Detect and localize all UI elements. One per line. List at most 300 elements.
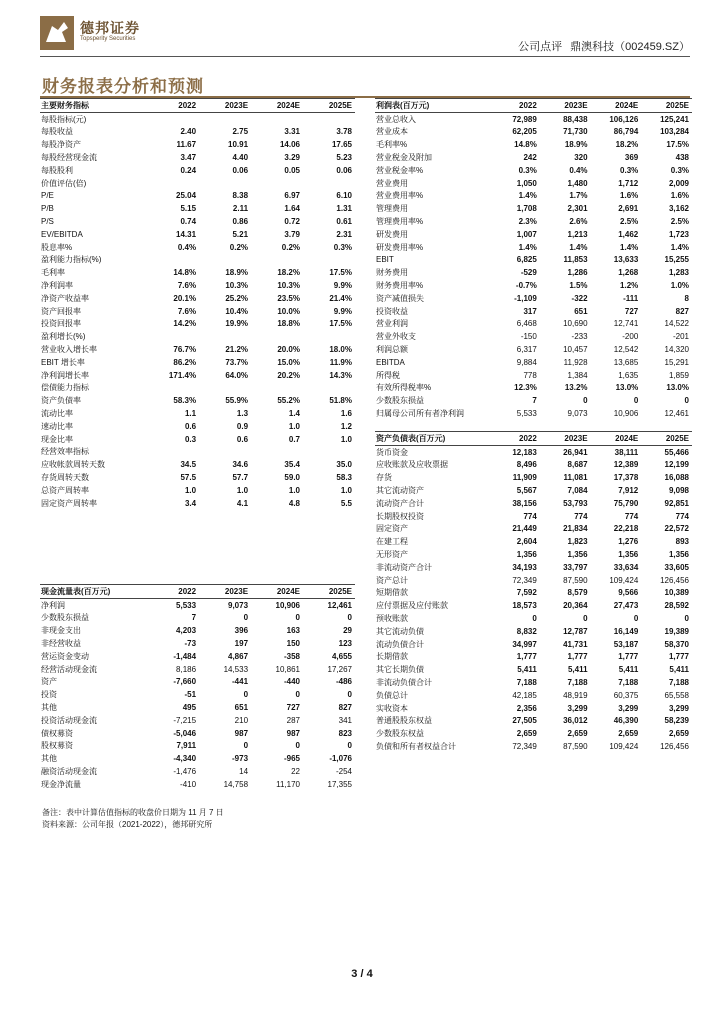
cell-value: 778 [523, 370, 537, 380]
row-label: 净利润增长率 [41, 370, 89, 380]
cell-value: 10.0% [277, 306, 300, 316]
table-row [375, 459, 692, 472]
table-row [375, 638, 692, 651]
cell-value: 0.7 [288, 434, 300, 444]
cell-value: 21,449 [512, 524, 537, 534]
note-valuation-date: 备注：表中计算估值指标的收盘价日期为 11 月 7 日 [42, 808, 224, 817]
table-row [40, 138, 355, 151]
row-label: 长期股权投资 [376, 511, 424, 521]
cell-value: 14.8% [173, 268, 197, 278]
cell-value: 0 [633, 396, 639, 406]
cell-value: 4.40 [232, 153, 249, 163]
cell-value: 34.6 [232, 460, 249, 470]
year-header: 2024E [591, 432, 642, 446]
cell-value: 59.0 [284, 473, 300, 482]
cell-value: 5,411 [669, 665, 689, 675]
cell-value: 4.1 [236, 498, 249, 508]
cell-value: 10,861 [275, 664, 300, 674]
cell-value: 1.0 [184, 485, 197, 495]
cell-value: 1,723 [668, 229, 689, 239]
cell-value: 14.3% [329, 370, 352, 380]
cell-value: 16,088 [664, 473, 689, 483]
row-label: 毛利率 [41, 268, 65, 278]
cell-value: 2.40 [180, 127, 197, 137]
cell-value: 1,384 [567, 370, 588, 380]
cell-value: -1,484 [173, 651, 197, 661]
cell-value: 0.6 [236, 434, 249, 444]
row-label: 营业费用率% [376, 191, 424, 201]
cell-value: 87,590 [563, 575, 588, 585]
cell-value: 6.10 [336, 191, 352, 201]
row-label: P/S [41, 217, 54, 227]
row-label: 管理费用率% [376, 217, 424, 227]
cell-value: 125,241 [660, 114, 689, 124]
cell-value: 0 [684, 396, 689, 406]
table-row [375, 587, 692, 600]
row-label: 固定资产周转率 [41, 498, 97, 508]
cell-value: 11,170 [276, 779, 300, 789]
table-row [40, 650, 355, 663]
cell-value: -0.7% [515, 281, 537, 291]
cell-value: 0.3% [333, 242, 352, 252]
cell-value: 14,320 [664, 345, 689, 355]
cell-value: 72,989 [512, 114, 537, 124]
cell-value: 0.2% [281, 242, 300, 252]
table-row [40, 369, 355, 382]
table-row [375, 266, 692, 279]
cell-value: 150 [286, 639, 300, 649]
row-label: 营业外收支 [376, 332, 416, 342]
cell-value: 34.5 [180, 460, 197, 470]
cell-value: 58.3 [336, 473, 352, 482]
cell-value: 36,012 [563, 716, 588, 726]
cell-value: 87,590 [563, 742, 588, 752]
cell-value: 1,777 [567, 652, 588, 662]
row-label: 经营活动现金流 [41, 664, 97, 674]
cell-value: 1.4% [518, 191, 537, 201]
table-row [375, 369, 692, 382]
row-label: 其它流动资产 [376, 486, 424, 496]
cell-value: 0.4% [177, 242, 197, 252]
row-label: 现金比率 [41, 434, 73, 444]
table-row [40, 484, 355, 497]
row-label: 营业税金率% [376, 165, 424, 175]
row-label: 非流动资产合计 [376, 562, 432, 572]
cell-value: 55.2% [277, 396, 300, 406]
cell-value: 0.24 [180, 165, 197, 175]
cell-value: 11.9% [329, 357, 352, 367]
row-label: 实收资本 [376, 703, 408, 713]
row-label: 融资活动现金流 [41, 767, 97, 777]
row-label: 净利润 [41, 600, 65, 610]
cell-value: 3.79 [284, 229, 300, 239]
row-label: 每股收益 [41, 127, 73, 137]
brand-logo-icon [40, 16, 74, 50]
table-row [375, 727, 692, 740]
table-header-row [40, 99, 355, 113]
cell-value: 12,461 [664, 409, 689, 419]
cell-value: 4.8 [288, 498, 300, 508]
row-label: 每股净资产 [41, 140, 81, 150]
cell-value: 7,188 [516, 678, 537, 688]
row-label: 盈利增长(%) [41, 332, 86, 342]
row-label: 债权募资 [41, 728, 73, 738]
cell-value: 2,356 [516, 703, 537, 713]
table-title: 利润表(百万元) [375, 99, 489, 113]
table-row [375, 164, 692, 177]
cell-value: 19.9% [225, 319, 249, 329]
cell-value: 1.6% [620, 191, 639, 201]
cell-value: 20.2% [277, 370, 300, 380]
cell-value: 55.9% [225, 396, 249, 406]
cell-value: 106,126 [609, 114, 639, 124]
cell-value: 7,188 [668, 678, 689, 688]
row-label: 非现金支出 [41, 626, 81, 636]
row-label: 应付票据及应付账款 [376, 601, 448, 611]
section-title: 财务报表分析和预测 [42, 77, 204, 96]
table-row [40, 343, 355, 356]
table-row [375, 330, 692, 343]
balance-sheet-table [375, 431, 692, 753]
table-row [40, 624, 355, 637]
cell-value: 7.6% [177, 281, 197, 291]
cell-value: -440 [283, 677, 300, 687]
row-label: 存货周转天数 [41, 473, 89, 482]
cell-value: 14,522 [664, 319, 689, 329]
cell-value: -254 [335, 767, 352, 777]
cell-value: -1,476 [173, 767, 197, 777]
cell-value: 1,268 [618, 268, 639, 278]
row-label: 毛利率% [376, 140, 408, 150]
cell-value: 727 [286, 703, 300, 713]
cell-value: -201 [672, 332, 689, 342]
row-label: 其它长期负债 [376, 665, 424, 675]
cell-value: 1,823 [567, 537, 588, 547]
cell-value: -973 [232, 754, 249, 764]
cell-value: 8,496 [516, 460, 537, 470]
table-row [375, 612, 692, 625]
cell-value: 12,542 [613, 345, 639, 355]
row-label: 普通股股东权益 [376, 716, 432, 726]
table-row [40, 330, 355, 343]
table-row [375, 689, 692, 702]
table-row [375, 651, 692, 664]
cell-value: 6,468 [516, 319, 537, 329]
footer-notes [42, 807, 224, 831]
cell-value: 1.0% [670, 281, 689, 291]
year-header: 2025E [303, 99, 355, 113]
cell-value: 11,853 [563, 255, 588, 265]
cell-value: 17.5% [666, 140, 689, 150]
cell-value: 48,919 [563, 690, 588, 700]
row-label: 非流动负债合计 [376, 678, 432, 688]
row-label: 净资产收益率 [41, 293, 89, 303]
cell-value [251, 112, 303, 125]
cell-value: 0.3% [670, 165, 689, 175]
cell-value: 438 [675, 153, 689, 163]
cell-value [199, 112, 251, 125]
cell-value: 14,758 [223, 779, 249, 789]
cell-value: 1.0 [340, 485, 352, 495]
cell-value: 4,655 [331, 651, 352, 661]
cell-value: 5,533 [516, 409, 537, 419]
cell-value: -150 [520, 332, 537, 342]
cell-value: 88,438 [563, 114, 588, 124]
cell-value: 5,533 [176, 600, 197, 610]
table-row [40, 241, 355, 254]
cell-value: 1.7% [569, 191, 588, 201]
cell-value: -1,109 [514, 293, 537, 303]
cell-value: 1,283 [668, 268, 689, 278]
cell-value: 8.38 [232, 191, 249, 201]
cell-value [251, 177, 303, 190]
row-label: 研发费用率% [376, 242, 424, 252]
cell-value: 126,456 [660, 742, 689, 752]
table-row [40, 112, 355, 125]
cell-value: 1.64 [284, 204, 300, 214]
cell-value: 103,284 [660, 127, 689, 137]
cell-value: 0 [347, 741, 352, 751]
table-row [40, 740, 355, 753]
row-label: 财务费用 [376, 268, 408, 278]
row-label: 负债和所有者权益合计 [376, 742, 456, 752]
cell-value: 651 [574, 306, 588, 316]
cell-value: 2,691 [618, 204, 639, 214]
cell-value: 7,188 [618, 678, 639, 688]
cell-value: 0 [583, 614, 588, 624]
row-label: 速动比率 [41, 421, 73, 431]
cell-value [199, 254, 251, 267]
table-row [40, 727, 355, 740]
table-row [375, 523, 692, 536]
table-row [40, 266, 355, 279]
cell-value: 0.4% [569, 165, 588, 175]
row-label: 利润总额 [376, 345, 408, 355]
cell-value: 3.47 [180, 153, 197, 163]
cell-value: 1.6 [340, 409, 352, 419]
cell-value: 1,276 [618, 537, 639, 547]
row-label: 少数股东权益 [376, 729, 424, 739]
cell-value: 14,533 [223, 664, 249, 674]
cell-value: 774 [523, 511, 537, 521]
cell-value: -7,215 [173, 715, 197, 725]
cell-value: 126,456 [660, 575, 689, 585]
cell-value: 651 [234, 703, 249, 713]
cell-value: 1.1 [184, 409, 197, 419]
cell-value: 7,592 [516, 588, 537, 598]
cell-value: 11.67 [176, 140, 197, 150]
cell-value: 5,411 [517, 665, 537, 675]
year-header: 2022 [147, 585, 199, 599]
note-source: 资料来源：公司年报（2021-2022），德邦研究所 [42, 820, 213, 829]
page-header [40, 12, 690, 56]
cell-value: 60,375 [613, 690, 639, 700]
year-header: 2025E [303, 585, 355, 599]
cell-value: 987 [234, 728, 249, 738]
table-row [40, 676, 355, 689]
cell-value: 23.5% [277, 293, 300, 303]
cell-value: 3.31 [284, 127, 300, 137]
table-row [40, 177, 355, 190]
cell-value [147, 254, 199, 267]
cell-value: 18,573 [512, 601, 537, 611]
cell-value: 287 [286, 715, 300, 725]
cell-value: 51.8% [329, 396, 352, 406]
row-label: 投资收益 [376, 306, 408, 316]
cell-value: 7,912 [618, 486, 639, 496]
cell-value: 1,286 [567, 268, 588, 278]
cell-value: 1,777 [516, 652, 537, 662]
cell-value: 1,356 [567, 550, 588, 560]
row-label: 其它流动负债 [376, 626, 424, 636]
table-row [375, 471, 692, 484]
cell-value: 0 [347, 690, 352, 700]
cell-value: 62,205 [512, 127, 537, 137]
cell-value: 9,098 [668, 486, 689, 496]
cell-value [303, 112, 355, 125]
cell-value: 57.5 [180, 473, 197, 482]
table-row [375, 190, 692, 203]
cell-value: -410 [180, 779, 197, 789]
cell-value: 2,301 [567, 204, 588, 214]
row-label: 少数股东损益 [41, 613, 89, 623]
cell-value: 0 [633, 614, 639, 624]
cell-value [251, 446, 303, 459]
table-row [375, 202, 692, 215]
table-row [375, 382, 692, 395]
row-label: 资产 [41, 677, 57, 687]
cell-value: 1,356 [668, 550, 689, 560]
row-label: EBITDA [376, 357, 405, 367]
year-header: 2023E [199, 585, 251, 599]
row-label: 应收账款及应收票据 [376, 460, 448, 470]
cell-value: 1.0 [288, 485, 300, 495]
cell-value: 1,635 [618, 370, 639, 380]
year-header: 2025E [641, 99, 692, 113]
table-row [375, 561, 692, 574]
cell-value: 5.21 [232, 229, 249, 239]
table-row [40, 279, 355, 292]
cell-value: 0.72 [284, 217, 300, 227]
cell-value: 8,687 [567, 460, 588, 470]
cell-value: -322 [571, 293, 588, 303]
cell-value: -441 [232, 677, 249, 687]
row-label: 总资产周转率 [41, 485, 89, 495]
cell-value: 27,473 [613, 601, 639, 611]
cell-value: 827 [675, 306, 689, 316]
cell-value: 8,186 [176, 664, 197, 674]
row-label: 经营效率指标 [41, 447, 89, 457]
cell-value: -965 [283, 754, 300, 764]
cell-value: -4,340 [173, 754, 197, 764]
row-label: 盈利能力指标(%) [41, 255, 102, 265]
row-label: 偿债能力指标 [41, 383, 89, 393]
table-row [375, 126, 692, 139]
table-row [40, 752, 355, 765]
cell-value: 369 [624, 153, 639, 163]
cell-value: 2,659 [516, 729, 537, 739]
cell-value: 1,462 [618, 229, 639, 239]
table-row [375, 177, 692, 190]
table-row [40, 458, 355, 471]
row-label: 货币资金 [376, 447, 408, 457]
row-label: 营业利润 [376, 319, 408, 329]
cell-value: 893 [675, 537, 689, 547]
table-row [375, 702, 692, 715]
row-label: 应收帐款周转天数 [41, 460, 105, 470]
table-row [375, 599, 692, 612]
cell-value: 3,299 [567, 703, 588, 713]
table-row [375, 356, 692, 369]
cell-value: 0 [295, 741, 300, 751]
cell-value: 71,730 [563, 127, 588, 137]
cell-value: 9.9% [333, 306, 352, 316]
cell-value: 21,834 [563, 524, 588, 534]
cell-value: 8,579 [567, 588, 588, 598]
cell-value: 2,659 [618, 729, 639, 739]
cell-value: 1.6% [670, 191, 689, 201]
cashflow-table [40, 584, 355, 791]
cell-value: 10.4% [225, 306, 249, 316]
cell-value: 7,188 [567, 678, 588, 688]
cell-value: 6,317 [516, 345, 537, 355]
year-header: 2025E [641, 432, 692, 446]
table-row [375, 535, 692, 548]
cell-value: 2.31 [336, 229, 352, 239]
cell-value [303, 382, 355, 395]
year-header: 2023E [540, 99, 591, 113]
row-label: 非经营收益 [41, 639, 81, 649]
cell-value: 1,708 [516, 204, 537, 214]
cell-value [303, 446, 355, 459]
cell-value: 0 [243, 690, 249, 700]
table-row [375, 715, 692, 728]
cell-value: 1.0 [340, 434, 352, 444]
cell-value: 14.31 [176, 229, 197, 239]
cell-value: 3.78 [336, 127, 352, 137]
table-row [40, 164, 355, 177]
cell-value: 5.15 [180, 204, 197, 214]
cell-value: 8,832 [516, 626, 537, 636]
cell-value: 0 [532, 614, 537, 624]
cell-value: 0.74 [180, 217, 197, 227]
cell-value: -200 [622, 332, 639, 342]
cell-value: 0 [684, 614, 689, 624]
cell-value: 18.9% [564, 140, 588, 150]
cell-value: 58,239 [664, 716, 689, 726]
cell-value: 0 [243, 741, 249, 751]
table-row [375, 484, 692, 497]
row-label: 资产总计 [376, 575, 408, 585]
table-row [40, 420, 355, 433]
cell-value: 3.29 [284, 153, 300, 163]
cell-value: 1.4 [288, 409, 300, 419]
table-row [40, 701, 355, 714]
cell-value: 34,997 [512, 639, 537, 649]
brand-subtitle: Topsperity Securities [80, 36, 136, 42]
cell-value: 75,790 [613, 498, 639, 508]
cell-value: 35.0 [336, 460, 352, 470]
cell-value: 17.5% [329, 268, 352, 278]
cell-value: 34,193 [512, 562, 537, 572]
row-label: 营业费用 [376, 178, 408, 188]
cell-value: 86.2% [173, 357, 197, 367]
table-row [40, 292, 355, 305]
row-label: 固定资产 [376, 524, 408, 534]
row-label: 少数股东损益 [376, 396, 424, 406]
table-row [375, 151, 692, 164]
cell-value: 33,605 [664, 562, 689, 572]
